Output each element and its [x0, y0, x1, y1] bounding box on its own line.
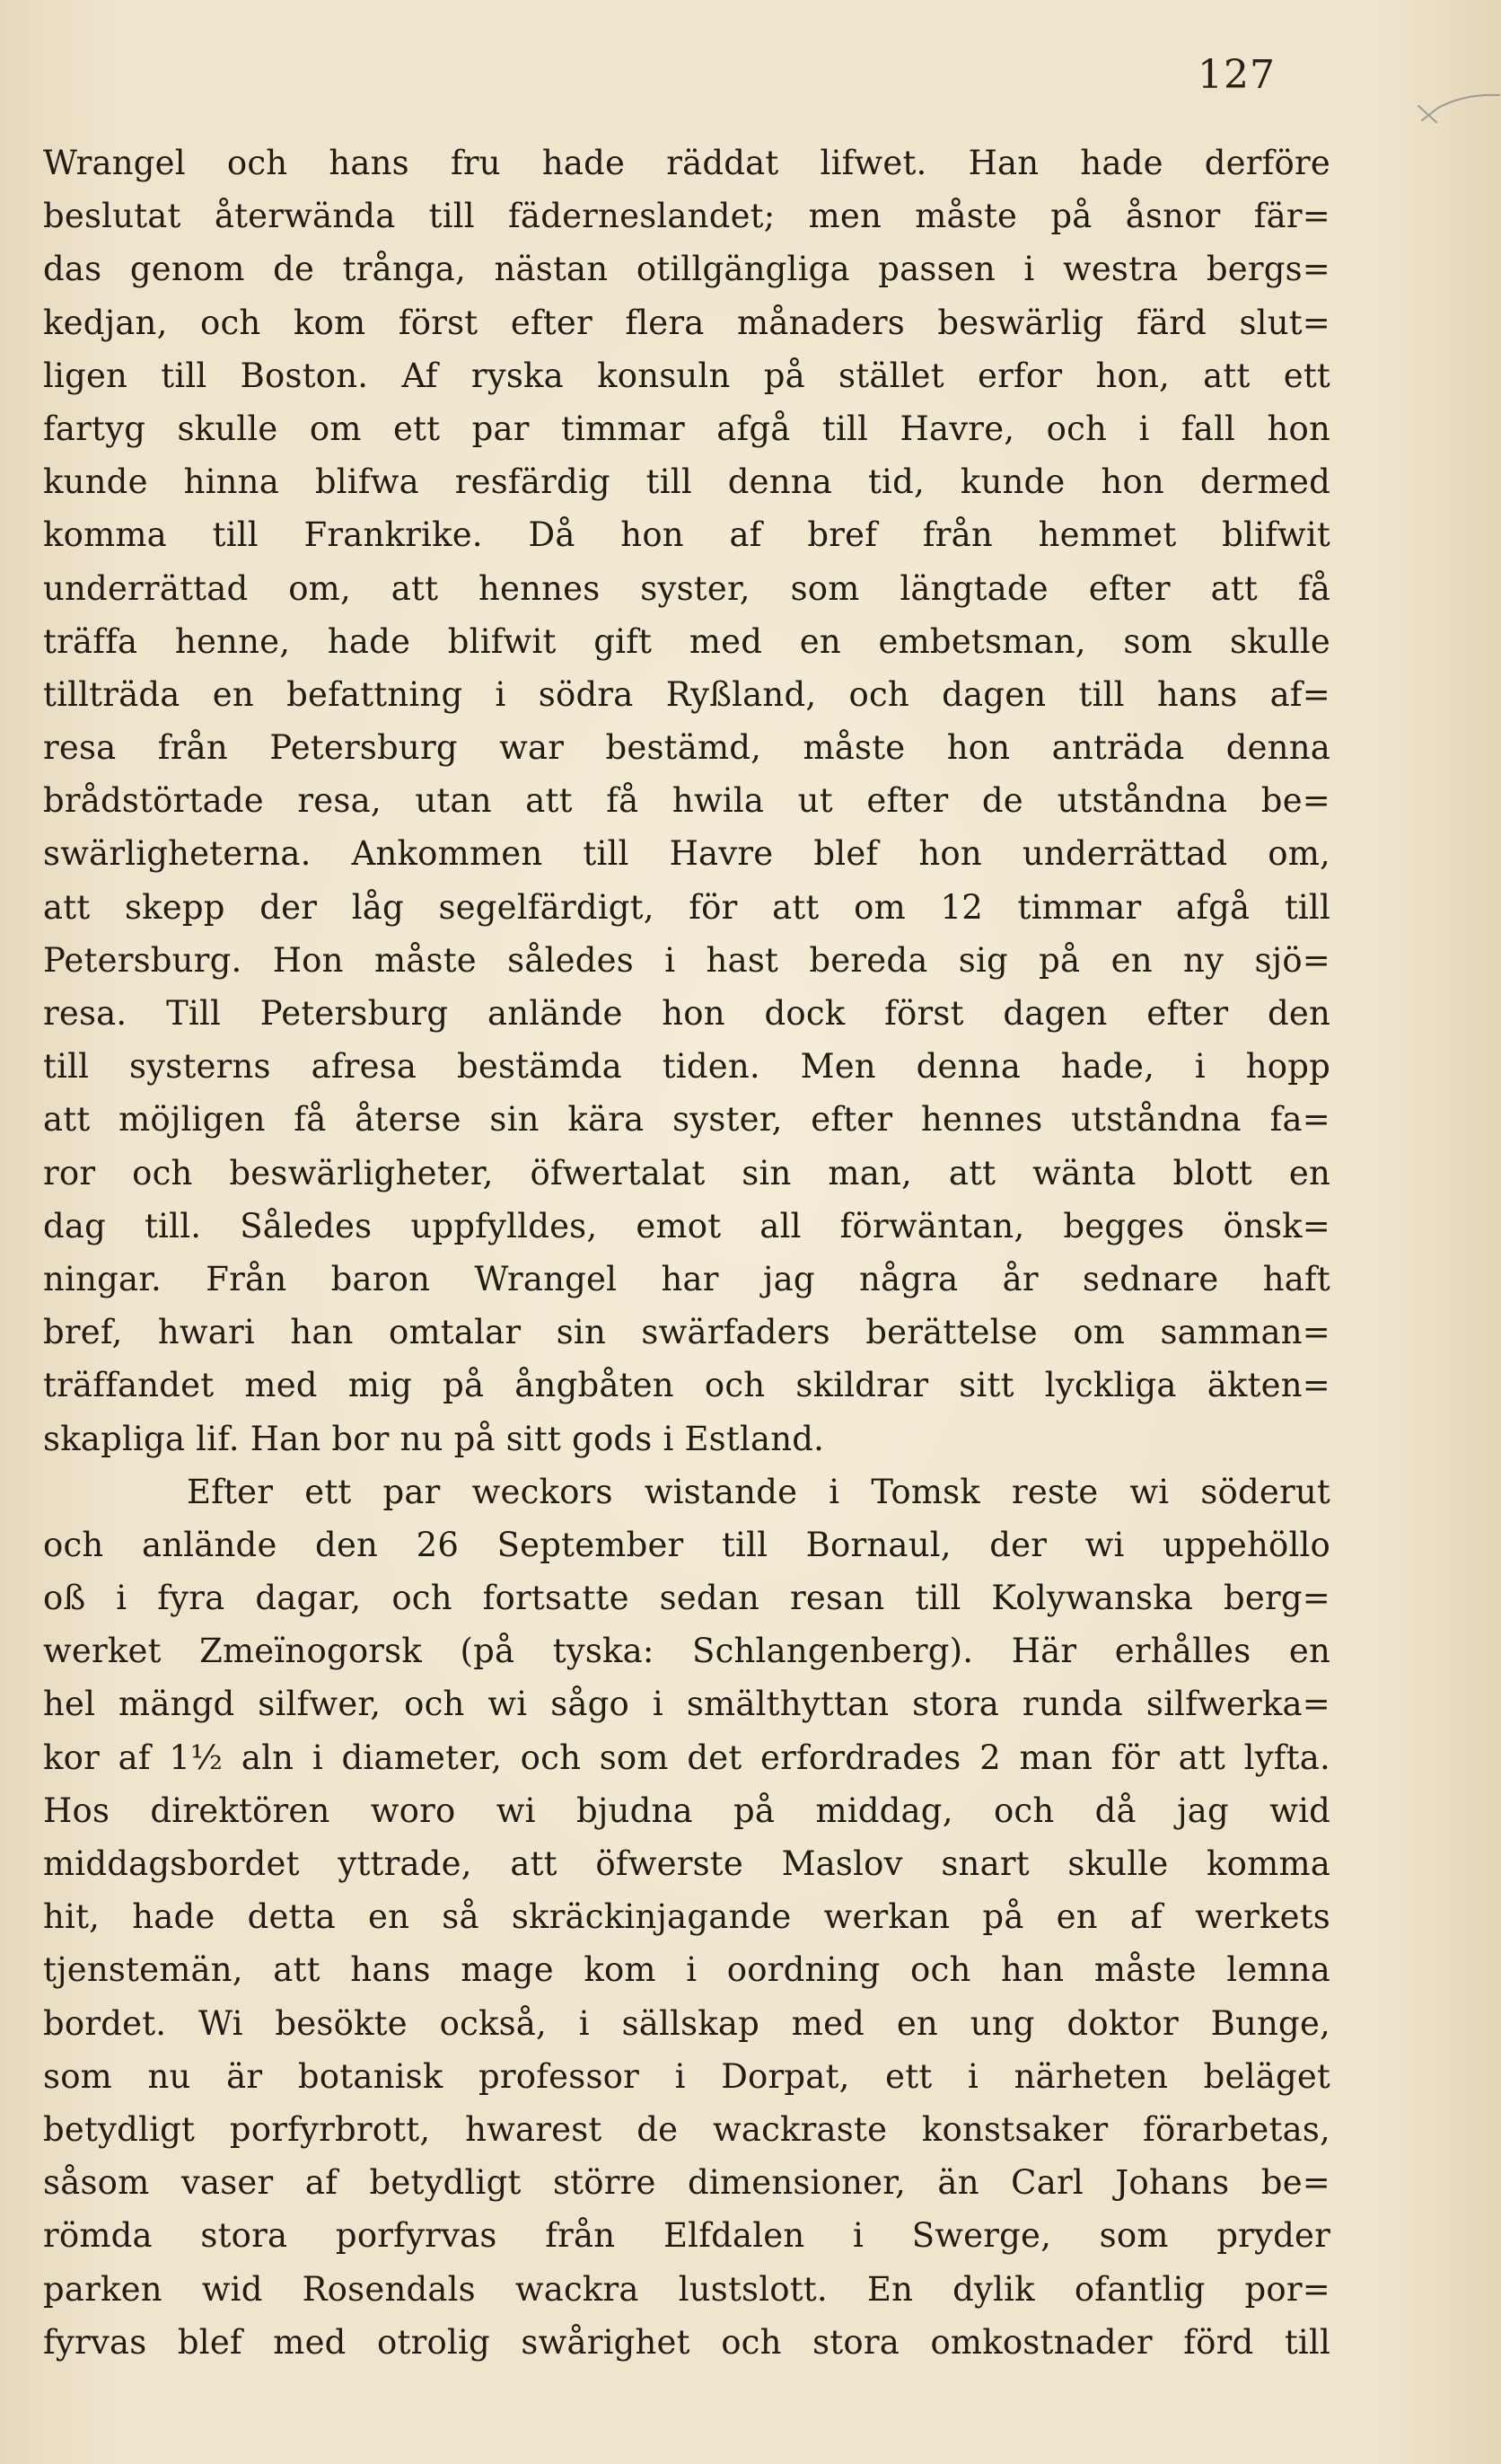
text-line: dag till. Således uppfylldes, emot all förwäntan, begges önsk=: [43, 1206, 1330, 1245]
text-line: att möjligen få återse sin kära syster, efter hennes utståndna fa=: [43, 1100, 1330, 1140]
text-line: beslutat återwända till fäderneslandet; men måste på åsnor fär=: [43, 197, 1330, 236]
text-line: skapliga lif. Han bor nu på sitt gods i Estland.: [43, 1419, 825, 1458]
text-line: ror och beswärligheter, öfwertalat sin man, att wänta blott en: [43, 1153, 1330, 1192]
text-line: bordet. Wi besökte också, i sällskap med en ung doktor Bunge,: [43, 2003, 1330, 2043]
text-line: som nu är botanisk professor i Dorpat, ett i närheten beläget: [43, 2056, 1330, 2096]
text-line: römda stora porfyrvas från Elfdalen i Swerge, som pryder: [43, 2216, 1330, 2256]
text-line: kunde hinna blifwa resfärdig till denna tid, kunde hon dermed: [43, 462, 1330, 502]
text-line: Wrangel och hans fru hade räddat lifwet. Han hade derföre: [43, 144, 1330, 182]
text-line: komma till Frankrike. Då hon af bref från hemmet blifwit: [43, 515, 1330, 555]
text-line: träffa henne, hade blifwit gift med en embetsman, som skulle: [43, 621, 1330, 661]
text-line: träffandet med mig på ångbåten och skildrar sitt lyckliga äkten=: [43, 1366, 1330, 1405]
text-line: brådstörtade resa, utan att få hwila ut efter de utståndna be=: [43, 781, 1330, 821]
text-line: swärligheterna. Ankommen till Havre blef hon underrättad om,: [43, 834, 1330, 874]
body-text: [43, 136, 1330, 2369]
text-line: tillträda en befattning i södra Ryßland, och dagen till hans af=: [43, 674, 1330, 714]
text-line: resa från Petersburg war bestämd, måste hon anträda denna: [43, 728, 1330, 768]
text-line: till systerns afresa bestämda tiden. Men denna hade, i hopp: [43, 1047, 1330, 1087]
text-line: kor af 1½ aln i diameter, och som det erfordrades 2 man för att lyfta.: [43, 1738, 1330, 1777]
text-line: hit, hade detta en så skräckinjagande werkan på en af werkets: [43, 1897, 1330, 1937]
page-number: 127: [1198, 52, 1276, 98]
pencil-margin-mark: [1411, 90, 1501, 135]
text-line: resa. Till Petersburg anlände hon dock först dagen efter den: [43, 994, 1330, 1033]
text-line: såsom vaser af betydligt större dimensioner, än Carl Johans be=: [43, 2163, 1330, 2203]
text-line: tjenstemän, att hans mage kom i oordning och han måste lemna: [43, 1950, 1330, 1990]
text-line: Hos direktören woro wi bjudna på middag, och då jag wid: [43, 1791, 1330, 1830]
text-line: bref, hwari han omtalar sin swärfaders berättelse om samman=: [43, 1313, 1330, 1352]
text-line: att skepp der låg segelfärdigt, för att om 12 timmar afgå till: [43, 887, 1330, 927]
text-line: werket Zmeïnogorsk (på tyska: Schlangenberg). Här erhålles en: [43, 1632, 1330, 1671]
text-line: fartyg skulle om ett par timmar afgå till Havre, och i fall hon: [43, 409, 1330, 448]
text-line: underrättad om, att hennes syster, som längtade efter att få: [43, 568, 1330, 608]
text-line: betydligt porfyrbrott, hwarest de wackraste konstsaker förarbetas,: [43, 2109, 1330, 2149]
text-line: Petersburg. Hon måste således i hast bereda sig på en ny sjö=: [43, 940, 1330, 980]
text-line: ningar. Från baron Wrangel har jag några år sednare haft: [43, 1259, 1330, 1298]
text-line: och anlände den 26 September till Bornaul, der wi uppehöllo: [43, 1525, 1330, 1564]
text-line: hel mängd silfwer, och wi sågo i smälthyttan stora runda silfwerka=: [43, 1685, 1330, 1724]
text-line: middagsbordet yttrade, att öfwerste Maslov snart skulle komma: [43, 1844, 1330, 1883]
text-line: das genom de trånga, nästan otillgängliga passen i westra bergs=: [43, 250, 1330, 289]
text-line: kedjan, och kom först efter flera månaders beswärlig färd slut=: [43, 303, 1330, 342]
text-line: fyrvas blef med otrolig swårighet och stora omkostnader förd till: [43, 2322, 1330, 2362]
text-line: Efter ett par weckors wistande i Tomsk reste wi söderut: [187, 1472, 1330, 1511]
text-line: ligen till Boston. Af ryska konsuln på stället erfor hon, att ett: [43, 356, 1330, 395]
text-line: oß i fyra dagar, och fortsatte sedan resan till Kolywanska berg=: [43, 1579, 1330, 1618]
text-line: parken wid Rosendals wackra lustslott. En dylik ofantlig por=: [43, 2269, 1330, 2309]
